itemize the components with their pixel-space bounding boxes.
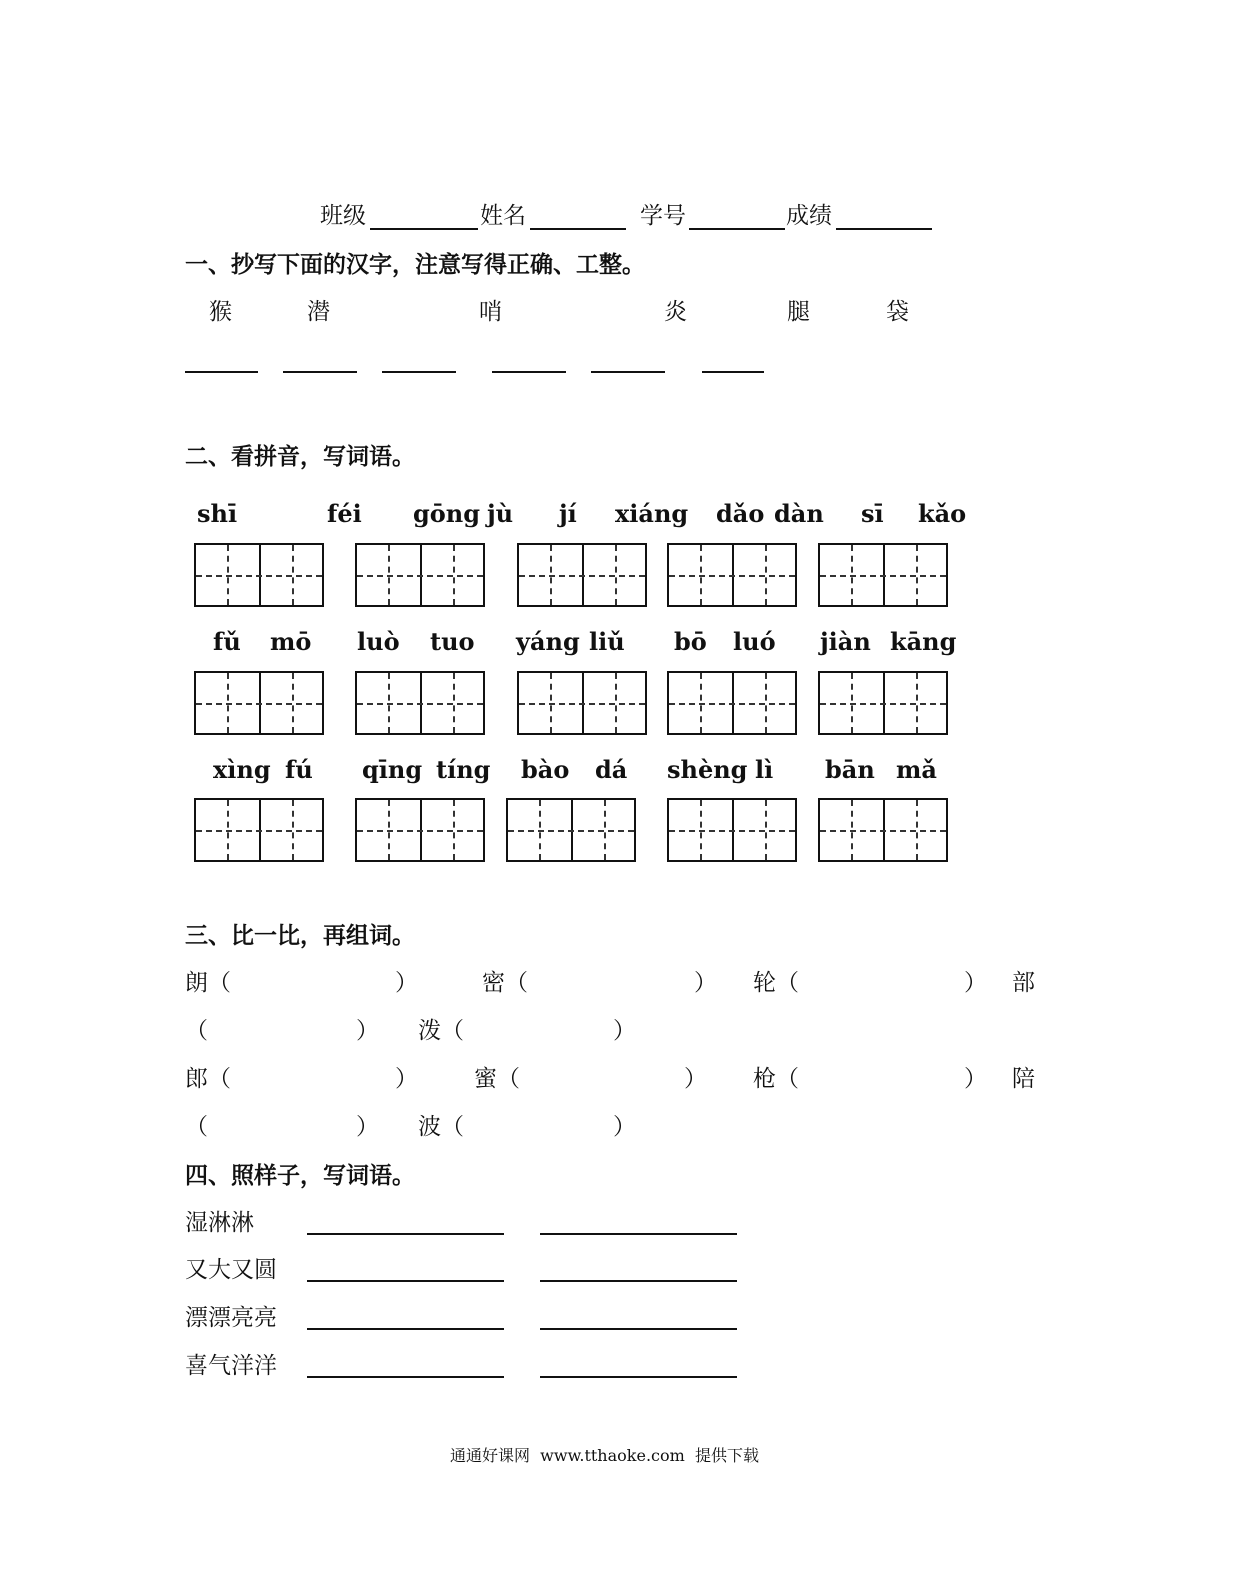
example-word: 又大又圆 <box>185 1257 277 1283</box>
example-word: 喜气洋洋 <box>185 1353 277 1379</box>
answer-line[interactable] <box>307 1328 504 1330</box>
pinyin-syllable: dàn <box>774 499 824 528</box>
pinyin-syllable: liǔ <box>589 627 625 656</box>
pinyin-syllable: luó <box>733 627 776 656</box>
pinyin-syllable: dǎo <box>716 499 765 528</box>
answer-line[interactable] <box>540 1328 737 1330</box>
pinyin-syllable: bào <box>521 755 570 784</box>
writing-box[interactable] <box>355 543 485 607</box>
pinyin-syllable: gōng <box>413 499 481 528</box>
pinyin-syllable: luò <box>357 627 400 656</box>
answer-line[interactable] <box>307 1376 504 1378</box>
copy-line[interactable] <box>283 371 357 373</box>
section1-title: 一、抄写下面的汉字，注意写得正确、工整。 <box>185 252 645 278</box>
pinyin-syllable: tíng <box>436 755 491 784</box>
pinyin-syllable: xìng <box>213 755 271 784</box>
pinyin-syllable: fǔ <box>213 627 241 656</box>
char-item: 哨 <box>479 299 502 325</box>
compare-char: 朗（ <box>185 970 231 996</box>
name-field[interactable] <box>530 228 626 230</box>
writing-box[interactable] <box>517 671 647 735</box>
writing-box[interactable] <box>194 543 324 607</box>
pinyin-syllable: mǎ <box>896 755 937 784</box>
score-field[interactable] <box>836 228 932 230</box>
writing-box[interactable] <box>818 798 948 862</box>
pinyin-syllable: yáng <box>516 627 580 656</box>
writing-box[interactable] <box>667 798 797 862</box>
pinyin-syllable: lì <box>755 755 774 784</box>
pinyin-syllable: mō <box>270 627 312 656</box>
example-word: 湿淋淋 <box>185 1210 254 1236</box>
footer-text: 通通好课网 www.tthaoke.com 提供下载 <box>450 1446 759 1465</box>
pinyin-syllable: jiàn <box>820 627 871 656</box>
compare-char: 泼（ <box>418 1018 464 1044</box>
answer-line[interactable] <box>540 1280 737 1282</box>
example-word: 漂漂亮亮 <box>185 1305 277 1331</box>
pinyin-syllable: sī <box>861 499 884 528</box>
writing-box[interactable] <box>194 798 324 862</box>
char-item: 腿 <box>787 299 810 325</box>
writing-box[interactable] <box>355 798 485 862</box>
pinyin-syllable: bō <box>674 627 707 656</box>
compare-char: 枪（ <box>753 1066 799 1092</box>
writing-box[interactable] <box>194 671 324 735</box>
pinyin-syllable: xiáng <box>615 499 689 528</box>
paren-close: ） <box>964 970 987 996</box>
answer-line[interactable] <box>307 1280 504 1282</box>
section4-title: 四、照样子，写词语。 <box>185 1163 415 1189</box>
pinyin-syllable: tuo <box>430 627 475 656</box>
writing-box[interactable] <box>818 543 948 607</box>
compare-char: 部 <box>1012 970 1035 996</box>
section2-title: 二、看拼音，写词语。 <box>185 444 415 470</box>
writing-box[interactable] <box>517 543 647 607</box>
section3-title: 三、比一比，再组词。 <box>185 923 415 949</box>
score-label: 成绩 <box>786 203 832 229</box>
answer-line[interactable] <box>540 1376 737 1378</box>
compare-char: 密（ <box>482 970 528 996</box>
copy-line[interactable] <box>591 371 665 373</box>
char-item: 炎 <box>664 299 687 325</box>
compare-char: 蜜（ <box>474 1066 520 1092</box>
compare-char: 郎（ <box>185 1066 231 1092</box>
name-label: 姓名 <box>480 203 526 229</box>
paren-close: ） <box>964 1066 987 1092</box>
class-label: 班级 <box>320 203 366 229</box>
compare-char: 陪 <box>1012 1066 1035 1092</box>
paren-close: ） <box>395 970 418 996</box>
pinyin-syllable: kǎo <box>918 499 967 528</box>
writing-box[interactable] <box>506 798 636 862</box>
answer-line[interactable] <box>307 1233 504 1235</box>
writing-box[interactable] <box>818 671 948 735</box>
writing-box[interactable] <box>355 671 485 735</box>
writing-box[interactable] <box>667 671 797 735</box>
copy-line[interactable] <box>492 371 566 373</box>
pinyin-syllable: kāng <box>890 627 957 656</box>
paren-close: ） <box>613 1018 636 1044</box>
answer-line[interactable] <box>540 1233 737 1235</box>
student-id-field[interactable] <box>689 228 785 230</box>
student-id-label: 学号 <box>640 203 686 229</box>
writing-box[interactable] <box>667 543 797 607</box>
paren-open: （ <box>185 1114 208 1140</box>
copy-line[interactable] <box>185 371 258 373</box>
compare-char: 波（ <box>418 1114 464 1140</box>
compare-char: 轮（ <box>753 970 799 996</box>
char-item: 潜 <box>307 299 330 325</box>
char-item: 袋 <box>886 299 909 325</box>
pinyin-syllable: shī <box>197 499 238 528</box>
paren-open: （ <box>185 1018 208 1044</box>
paren-close: ） <box>356 1114 379 1140</box>
pinyin-syllable: qīng <box>362 755 423 784</box>
pinyin-syllable: bān <box>825 755 875 784</box>
paren-close: ） <box>613 1114 636 1140</box>
paren-close: ） <box>356 1018 379 1044</box>
pinyin-syllable: fú <box>285 755 313 784</box>
paren-close: ） <box>684 1066 707 1092</box>
copy-line[interactable] <box>702 371 764 373</box>
pinyin-syllable: jí <box>559 499 577 528</box>
pinyin-syllable: féi <box>327 499 362 528</box>
copy-line[interactable] <box>382 371 456 373</box>
class-field[interactable] <box>370 228 478 230</box>
pinyin-syllable: shèng <box>667 755 748 784</box>
char-item: 猴 <box>209 299 232 325</box>
pinyin-syllable: jù <box>487 499 514 528</box>
paren-close: ） <box>694 970 717 996</box>
paren-close: ） <box>395 1066 418 1092</box>
pinyin-syllable: dá <box>595 755 628 784</box>
